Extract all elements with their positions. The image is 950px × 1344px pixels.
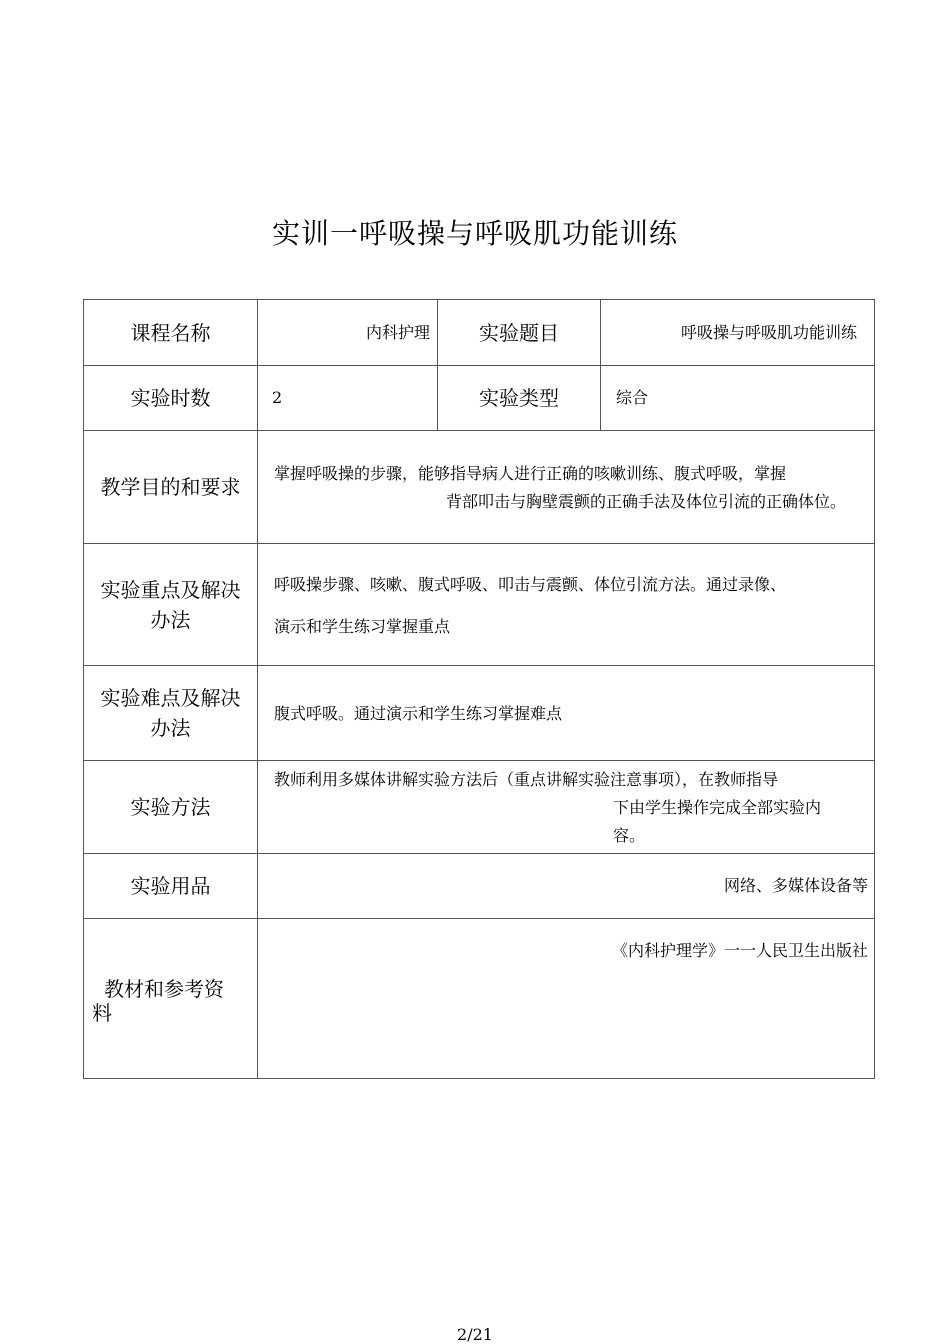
experiment-hours-label: 实验时数 <box>130 386 211 410</box>
references-label-line-1: 教材和参考资 <box>104 977 224 1001</box>
experiment-topic-value: 呼吸操与呼吸肌功能训练 <box>680 323 857 342</box>
experiment-type-label: 实验类型 <box>479 386 559 410</box>
table-border-bottom <box>83 1078 875 1079</box>
course-name-value: 内科护理 <box>365 323 430 342</box>
key-points-line-1: 呼吸操步骤、咳嗽、腹式呼吸、叩击与震颤、体位引流方法。通过录像、 <box>274 575 787 594</box>
experiment-topic-label: 实验题目 <box>479 320 559 345</box>
key-points-label-line-1: 实验重点及解决 <box>100 577 241 602</box>
key-points-label <box>84 544 257 665</box>
page-number: 2/21 <box>457 1325 493 1344</box>
difficulties-label <box>84 666 257 760</box>
method-line-1: 教师利用多媒体讲解实验方法后（重点讲解实验注意事项），在教师指导 <box>274 770 779 789</box>
experiment-hours-value: 2 <box>272 388 283 407</box>
key-points-label-line-2: 办法 <box>150 607 191 632</box>
references-label-line-2: 料 <box>92 1001 112 1025</box>
supplies-label: 实验用品 <box>130 874 211 898</box>
key-points-line-2: 演示和学生练习掌握重点 <box>274 617 451 636</box>
table-rule <box>83 918 875 919</box>
method-line-3: 容。 <box>613 826 646 845</box>
references-value: 《内科护理学》一一人民卫生出版社 <box>611 941 868 960</box>
references-label <box>92 974 252 1034</box>
experiment-type-value: 综合 <box>616 388 649 407</box>
table-border-right <box>874 299 875 1079</box>
difficulties-label-line-1: 实验难点及解决 <box>100 686 241 710</box>
difficulties-value: 腹式呼吸。通过演示和学生练习掌握难点 <box>274 704 563 723</box>
objectives-label: 教学目的和要求 <box>100 475 241 499</box>
course-name-label: 课程名称 <box>130 320 211 345</box>
difficulties-label-line-2: 办法 <box>150 716 191 740</box>
method-line-2: 下由学生操作完成全部实验内 <box>613 798 822 817</box>
method-label: 实验方法 <box>130 795 211 819</box>
objectives-line-2: 背部叩击与胸壁震颤的正确手法及体位引流的正确体位。 <box>445 492 846 511</box>
supplies-value: 网络、多媒体设备等 <box>723 876 868 895</box>
objectives-line-1: 掌握呼吸操的步骤，能够指导病人进行正确的咳嗽训练、腹式呼吸，掌握 <box>274 464 787 483</box>
page-title: 实训一呼吸操与呼吸肌功能训练 <box>271 217 678 250</box>
